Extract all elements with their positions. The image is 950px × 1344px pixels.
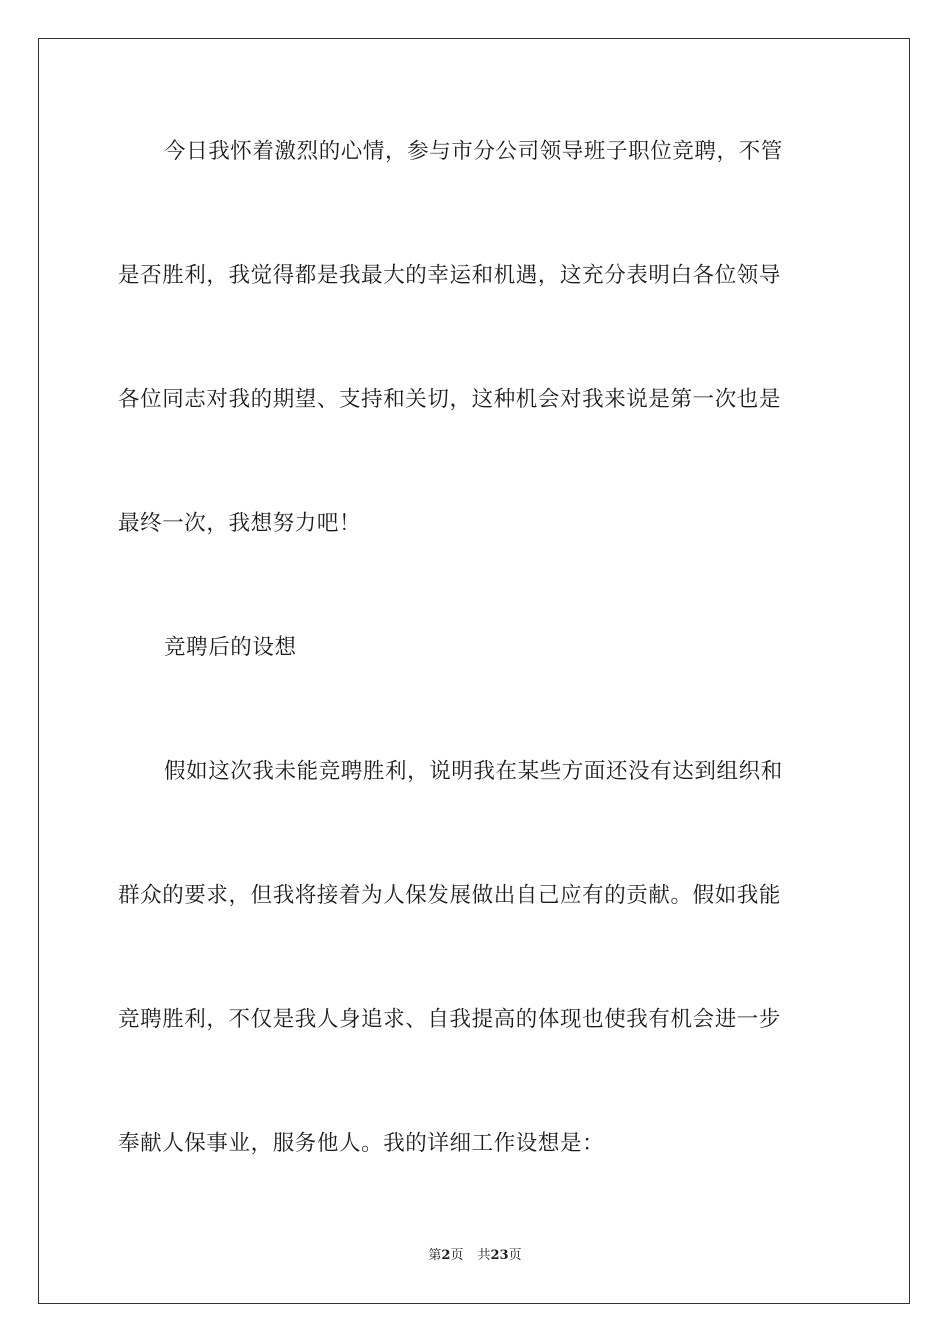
section-heading: 竞聘后的设想 <box>164 635 297 660</box>
footer-total-pages: 23 <box>490 1248 509 1263</box>
paragraph-2-line-2: 群众的要求，但我将接着为人保发展做出自己应有的贡献。假如我能 <box>118 883 782 908</box>
paragraph-2-line-1: 假如这次我未能竞聘胜利，说明我在某些方面还没有达到组织和 <box>164 759 783 784</box>
paragraph-2-line-4: 奉献人保事业，服务他人。我的详细工作设想是： <box>118 1131 605 1156</box>
paragraph-1-line-3: 各位同志对我的期望、支持和关切，这种机会对我来说是第一次也是 <box>118 387 782 412</box>
paragraph-2-line-3: 竞聘胜利，不仅是我人身追求、自我提高的体现也使我有机会进一步 <box>118 1007 782 1032</box>
footer-page-suffix: 页 <box>450 1248 464 1263</box>
paragraph-1-line-2: 是否胜利，我觉得都是我最大的幸运和机遇，这充分表明白各位领导 <box>118 263 782 288</box>
paragraph-1-line-1: 今日我怀着激烈的心情，参与市分公司领导班子职位竞聘，不管 <box>164 139 783 164</box>
page-footer <box>0 1247 950 1265</box>
footer-page-number: 2 <box>441 1248 451 1263</box>
footer-total-prefix: 共 <box>477 1248 491 1263</box>
footer-page-prefix: 第 <box>428 1248 442 1263</box>
page-border <box>38 38 910 1304</box>
footer-total-suffix: 页 <box>508 1248 522 1263</box>
paragraph-1-line-4: 最终一次，我想努力吧！ <box>118 511 362 536</box>
